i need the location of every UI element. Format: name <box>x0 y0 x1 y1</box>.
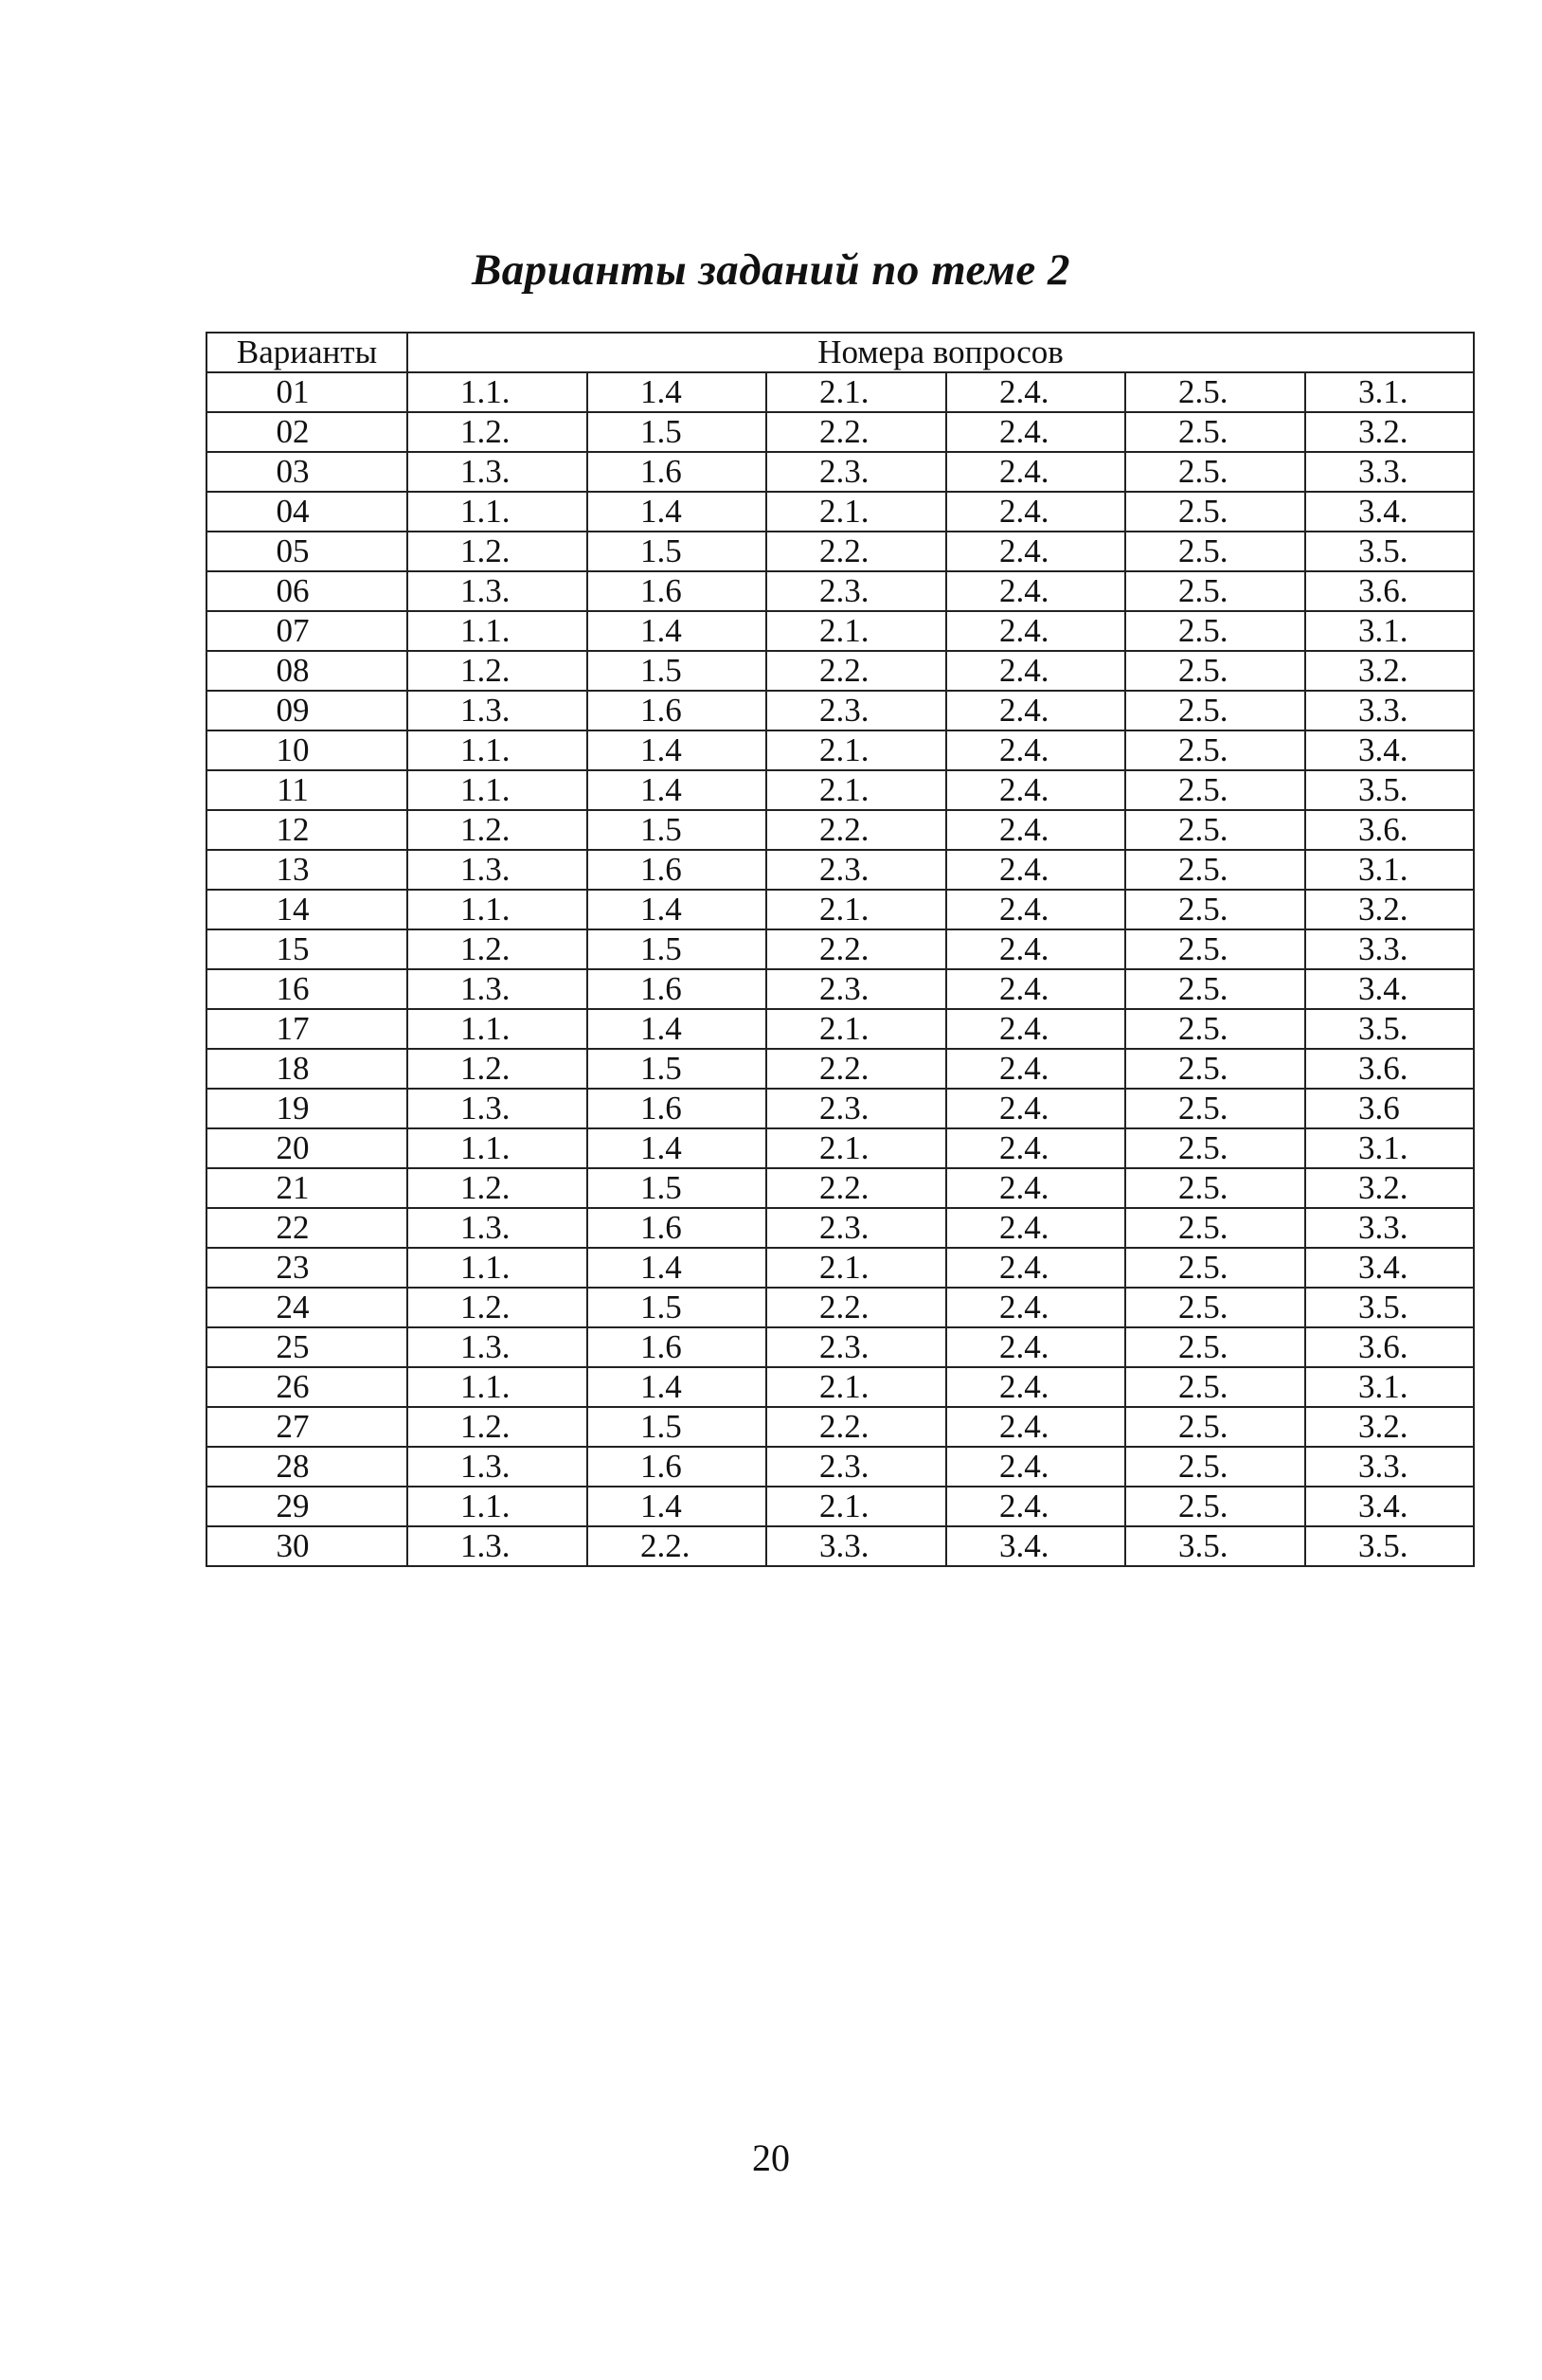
question-number: 1.6 <box>587 969 766 1009</box>
question-number: 2.1. <box>766 1128 946 1168</box>
question-number: 2.4. <box>946 1049 1125 1089</box>
question-number: 1.6 <box>587 452 766 492</box>
question-number: 1.2. <box>407 1168 587 1208</box>
question-number: 1.3. <box>407 452 587 492</box>
question-number: 1.1. <box>407 890 587 929</box>
question-number: 2.5. <box>1125 1089 1305 1128</box>
question-number: 3.2. <box>1305 890 1474 929</box>
table-row <box>206 452 1474 492</box>
question-number: 3.2. <box>1305 651 1474 691</box>
question-number: 3.6. <box>1305 810 1474 850</box>
question-number: 1.4 <box>587 730 766 770</box>
variants-table <box>206 332 1475 1567</box>
variant-number: 19 <box>206 1089 407 1128</box>
question-number: 1.1. <box>407 770 587 810</box>
question-number: 3.1. <box>1305 372 1474 412</box>
question-number: 2.4. <box>946 532 1125 571</box>
question-number: 1.3. <box>407 1327 587 1367</box>
question-number: 3.5. <box>1125 1526 1305 1566</box>
table-row <box>206 890 1474 929</box>
variant-number: 14 <box>206 890 407 929</box>
variant-number: 01 <box>206 372 407 412</box>
question-number: 1.6 <box>587 1327 766 1367</box>
question-number: 3.4. <box>1305 1248 1474 1288</box>
question-number: 2.5. <box>1125 1288 1305 1327</box>
variant-number: 07 <box>206 611 407 651</box>
question-number: 2.5. <box>1125 890 1305 929</box>
table-row <box>206 1526 1474 1566</box>
question-number: 1.5 <box>587 412 766 452</box>
variant-number: 16 <box>206 969 407 1009</box>
table-row <box>206 691 1474 730</box>
question-number: 2.4. <box>946 611 1125 651</box>
variant-number: 08 <box>206 651 407 691</box>
table-body <box>206 372 1474 1566</box>
question-number: 1.1. <box>407 1487 587 1526</box>
question-number: 3.5. <box>1305 1526 1474 1566</box>
question-number: 1.5 <box>587 1407 766 1447</box>
question-number: 2.5. <box>1125 1248 1305 1288</box>
question-number: 3.3. <box>766 1526 946 1566</box>
question-number: 2.4. <box>946 1327 1125 1367</box>
question-number: 1.5 <box>587 1168 766 1208</box>
question-number: 1.2. <box>407 1407 587 1447</box>
question-number: 2.3. <box>766 691 946 730</box>
question-number: 2.3. <box>766 1447 946 1487</box>
table-header-row <box>206 333 1474 372</box>
question-number: 1.3. <box>407 850 587 890</box>
question-number: 3.3. <box>1305 1208 1474 1248</box>
variant-number: 28 <box>206 1447 407 1487</box>
table-row <box>206 1208 1474 1248</box>
question-number: 2.3. <box>766 969 946 1009</box>
question-number: 1.1. <box>407 1128 587 1168</box>
question-number: 3.4. <box>1305 730 1474 770</box>
table-row <box>206 1128 1474 1168</box>
question-number: 1.1. <box>407 1248 587 1288</box>
variant-number: 03 <box>206 452 407 492</box>
question-number: 1.4 <box>587 890 766 929</box>
question-number: 2.4. <box>946 850 1125 890</box>
header-question-numbers: Номера вопросов <box>407 333 1474 372</box>
question-number: 3.5. <box>1305 770 1474 810</box>
question-number: 2.3. <box>766 1208 946 1248</box>
question-number: 1.4 <box>587 492 766 532</box>
question-number: 2.5. <box>1125 1327 1305 1367</box>
table-row <box>206 1009 1474 1049</box>
question-number: 1.1. <box>407 492 587 532</box>
question-number: 1.2. <box>407 532 587 571</box>
question-number: 3.3. <box>1305 452 1474 492</box>
question-number: 2.5. <box>1125 492 1305 532</box>
question-number: 2.1. <box>766 1487 946 1526</box>
question-number: 2.5. <box>1125 532 1305 571</box>
question-number: 2.5. <box>1125 571 1305 611</box>
question-number: 1.2. <box>407 412 587 452</box>
question-number: 1.3. <box>407 1447 587 1487</box>
question-number: 1.4 <box>587 770 766 810</box>
question-number: 2.5. <box>1125 1447 1305 1487</box>
question-number: 1.4 <box>587 1009 766 1049</box>
question-number: 2.2. <box>766 1049 946 1089</box>
question-number: 3.2. <box>1305 1168 1474 1208</box>
question-number: 2.4. <box>946 1009 1125 1049</box>
question-number: 2.5. <box>1125 651 1305 691</box>
question-number: 2.5. <box>1125 969 1305 1009</box>
question-number: 1.5 <box>587 1049 766 1089</box>
variant-number: 24 <box>206 1288 407 1327</box>
question-number: 2.5. <box>1125 770 1305 810</box>
question-number: 2.3. <box>766 1327 946 1367</box>
question-number: 1.4 <box>587 372 766 412</box>
question-number: 1.4 <box>587 1248 766 1288</box>
question-number: 2.4. <box>946 1208 1125 1248</box>
question-number: 1.2. <box>407 1288 587 1327</box>
question-number: 1.1. <box>407 1009 587 1049</box>
question-number: 3.5. <box>1305 1288 1474 1327</box>
question-number: 1.3. <box>407 691 587 730</box>
table-row <box>206 1447 1474 1487</box>
variant-number: 06 <box>206 571 407 611</box>
question-number: 2.1. <box>766 730 946 770</box>
table-row <box>206 1288 1474 1327</box>
variant-number: 22 <box>206 1208 407 1248</box>
question-number: 1.6 <box>587 691 766 730</box>
question-number: 2.5. <box>1125 452 1305 492</box>
question-number: 2.1. <box>766 770 946 810</box>
variant-number: 02 <box>206 412 407 452</box>
question-number: 2.5. <box>1125 1407 1305 1447</box>
variant-number: 20 <box>206 1128 407 1168</box>
question-number: 2.4. <box>946 372 1125 412</box>
question-number: 3.1. <box>1305 1367 1474 1407</box>
question-number: 3.3. <box>1305 691 1474 730</box>
question-number: 2.4. <box>946 1407 1125 1447</box>
question-number: 2.4. <box>946 1367 1125 1407</box>
question-number: 3.6. <box>1305 1049 1474 1089</box>
question-number: 2.4. <box>946 452 1125 492</box>
variant-number: 18 <box>206 1049 407 1089</box>
question-number: 2.5. <box>1125 372 1305 412</box>
question-number: 2.3. <box>766 1089 946 1128</box>
variant-number: 15 <box>206 929 407 969</box>
question-number: 2.5. <box>1125 1009 1305 1049</box>
table-row <box>206 412 1474 452</box>
question-number: 1.4 <box>587 611 766 651</box>
question-number: 2.2. <box>766 651 946 691</box>
table-row <box>206 929 1474 969</box>
table-row <box>206 969 1474 1009</box>
page-title: Варианты заданий по теме 2 <box>471 245 1071 295</box>
question-number: 3.1. <box>1305 850 1474 890</box>
question-number: 2.4. <box>946 1089 1125 1128</box>
question-number: 3.4. <box>1305 1487 1474 1526</box>
question-number: 1.3. <box>407 1089 587 1128</box>
question-number: 2.5. <box>1125 1208 1305 1248</box>
variant-number: 09 <box>206 691 407 730</box>
question-number: 2.4. <box>946 770 1125 810</box>
question-number: 2.5. <box>1125 1168 1305 1208</box>
variant-number: 25 <box>206 1327 407 1367</box>
question-number: 3.6. <box>1305 1327 1474 1367</box>
question-number: 2.1. <box>766 890 946 929</box>
table-row <box>206 1327 1474 1367</box>
question-number: 2.4. <box>946 730 1125 770</box>
variant-number: 30 <box>206 1526 407 1566</box>
question-number: 1.4 <box>587 1128 766 1168</box>
question-number: 2.2. <box>766 1288 946 1327</box>
question-number: 1.6 <box>587 571 766 611</box>
question-number: 3.2. <box>1305 1407 1474 1447</box>
question-number: 1.4 <box>587 1487 766 1526</box>
table-row <box>206 770 1474 810</box>
question-number: 2.1. <box>766 1248 946 1288</box>
question-number: 2.5. <box>1125 810 1305 850</box>
question-number: 2.4. <box>946 1248 1125 1288</box>
question-number: 1.5 <box>587 1288 766 1327</box>
question-number: 2.5. <box>1125 1128 1305 1168</box>
table-row <box>206 1367 1474 1407</box>
question-number: 3.6. <box>1305 571 1474 611</box>
question-number: 1.4 <box>587 1367 766 1407</box>
question-number: 2.2. <box>766 532 946 571</box>
question-number: 2.4. <box>946 1447 1125 1487</box>
variant-number: 13 <box>206 850 407 890</box>
question-number: 3.1. <box>1305 611 1474 651</box>
variant-number: 12 <box>206 810 407 850</box>
variant-number: 21 <box>206 1168 407 1208</box>
question-number: 3.4. <box>1305 969 1474 1009</box>
question-number: 3.5. <box>1305 532 1474 571</box>
question-number: 3.4. <box>946 1526 1125 1566</box>
question-number: 1.1. <box>407 611 587 651</box>
variant-number: 26 <box>206 1367 407 1407</box>
question-number: 1.5 <box>587 651 766 691</box>
question-number: 2.4. <box>946 691 1125 730</box>
question-number: 1.2. <box>407 929 587 969</box>
table-row <box>206 850 1474 890</box>
question-number: 1.2. <box>407 810 587 850</box>
question-number: 3.5. <box>1305 1009 1474 1049</box>
question-number: 2.2. <box>766 1407 946 1447</box>
question-number: 2.3. <box>766 571 946 611</box>
question-number: 2.4. <box>946 1288 1125 1327</box>
question-number: 2.5. <box>1125 691 1305 730</box>
question-number: 3.1. <box>1305 1128 1474 1168</box>
table-row <box>206 1168 1474 1208</box>
question-number: 1.5 <box>587 810 766 850</box>
table-row <box>206 651 1474 691</box>
table-row <box>206 1049 1474 1089</box>
question-number: 2.5. <box>1125 929 1305 969</box>
question-number: 2.2. <box>587 1526 766 1566</box>
table-row <box>206 1487 1474 1526</box>
table-row <box>206 532 1474 571</box>
question-number: 2.4. <box>946 1128 1125 1168</box>
question-number: 3.2. <box>1305 412 1474 452</box>
question-number: 1.2. <box>407 1049 587 1089</box>
question-number: 2.1. <box>766 372 946 412</box>
question-number: 2.5. <box>1125 1049 1305 1089</box>
question-number: 2.4. <box>946 571 1125 611</box>
question-number: 2.3. <box>766 850 946 890</box>
question-number: 1.3. <box>407 571 587 611</box>
question-number: 3.6 <box>1305 1089 1474 1128</box>
question-number: 2.5. <box>1125 412 1305 452</box>
question-number: 2.4. <box>946 1168 1125 1208</box>
variant-number: 11 <box>206 770 407 810</box>
question-number: 2.5. <box>1125 1487 1305 1526</box>
variant-number: 29 <box>206 1487 407 1526</box>
variant-number: 10 <box>206 730 407 770</box>
question-number: 1.3. <box>407 1526 587 1566</box>
table-row <box>206 1407 1474 1447</box>
question-number: 1.1. <box>407 372 587 412</box>
table-row <box>206 1089 1474 1128</box>
question-number: 2.4. <box>946 969 1125 1009</box>
question-number: 1.5 <box>587 532 766 571</box>
question-number: 2.5. <box>1125 730 1305 770</box>
table-row <box>206 372 1474 412</box>
question-number: 2.4. <box>946 651 1125 691</box>
variant-number: 04 <box>206 492 407 532</box>
question-number: 1.5 <box>587 929 766 969</box>
question-number: 2.4. <box>946 890 1125 929</box>
question-number: 2.2. <box>766 929 946 969</box>
table-row <box>206 611 1474 651</box>
variant-number: 27 <box>206 1407 407 1447</box>
question-number: 2.4. <box>946 1487 1125 1526</box>
question-number: 1.6 <box>587 1447 766 1487</box>
question-number: 2.2. <box>766 1168 946 1208</box>
question-number: 2.4. <box>946 412 1125 452</box>
question-number: 2.2. <box>766 412 946 452</box>
table-row <box>206 492 1474 532</box>
question-number: 2.4. <box>946 492 1125 532</box>
question-number: 2.1. <box>766 492 946 532</box>
question-number: 3.3. <box>1305 929 1474 969</box>
question-number: 2.1. <box>766 1009 946 1049</box>
question-number: 2.5. <box>1125 1367 1305 1407</box>
question-number: 1.6 <box>587 850 766 890</box>
question-number: 1.1. <box>407 1367 587 1407</box>
variant-number: 17 <box>206 1009 407 1049</box>
question-number: 1.1. <box>407 730 587 770</box>
question-number: 2.1. <box>766 611 946 651</box>
question-number: 2.5. <box>1125 611 1305 651</box>
question-number: 1.6 <box>587 1089 766 1128</box>
question-number: 2.4. <box>946 929 1125 969</box>
question-number: 2.3. <box>766 452 946 492</box>
question-number: 2.5. <box>1125 850 1305 890</box>
question-number: 2.2. <box>766 810 946 850</box>
page-number: 20 <box>752 2137 790 2179</box>
table-row <box>206 571 1474 611</box>
table-row <box>206 730 1474 770</box>
question-number: 3.3. <box>1305 1447 1474 1487</box>
question-number: 1.6 <box>587 1208 766 1248</box>
table-row <box>206 1248 1474 1288</box>
question-number: 3.4. <box>1305 492 1474 532</box>
question-number: 1.3. <box>407 969 587 1009</box>
question-number: 2.4. <box>946 810 1125 850</box>
variant-number: 05 <box>206 532 407 571</box>
question-number: 1.2. <box>407 651 587 691</box>
header-variants: Варианты <box>206 333 407 372</box>
table-row <box>206 810 1474 850</box>
question-number: 2.1. <box>766 1367 946 1407</box>
variant-number: 23 <box>206 1248 407 1288</box>
question-number: 1.3. <box>407 1208 587 1248</box>
